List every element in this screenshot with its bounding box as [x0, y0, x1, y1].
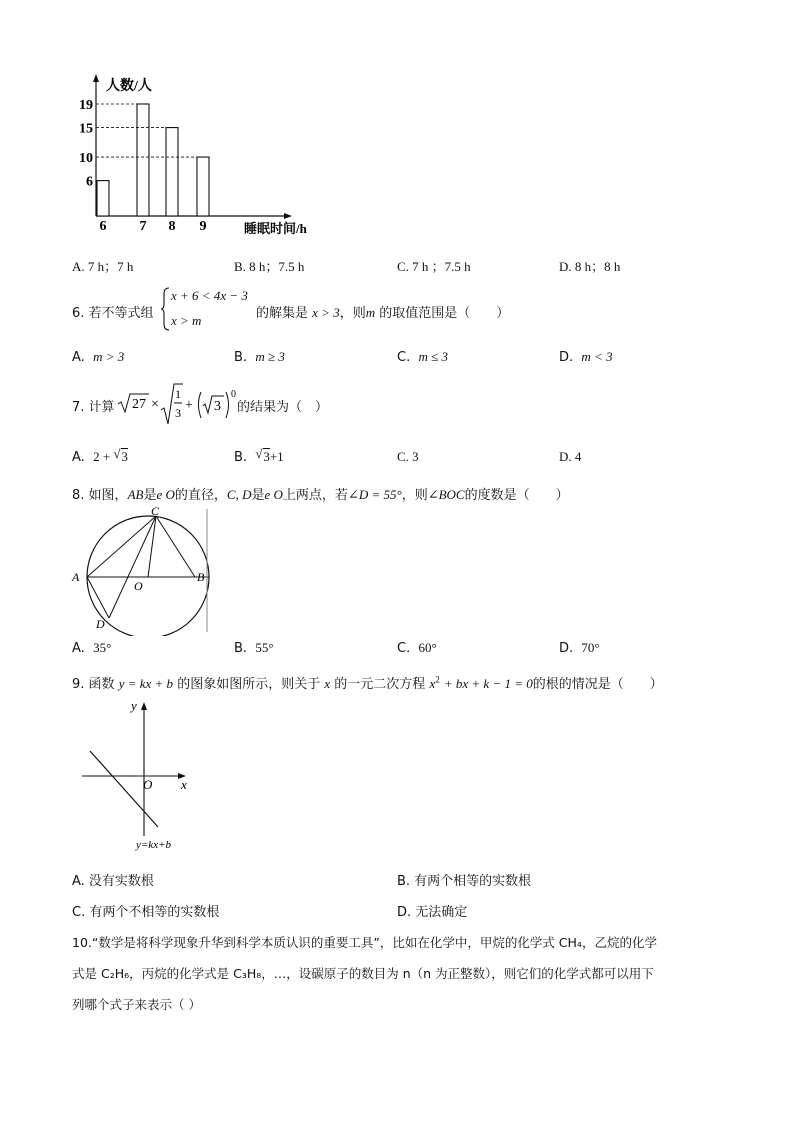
q9-line-graph — [78, 696, 208, 856]
q9-text-2: 的图象如图所示，则关于 — [177, 677, 321, 692]
x-tick-8: 8 — [168, 219, 176, 234]
q7-option-a-value: 2 + — [93, 449, 114, 464]
q7-option-c[interactable]: C. 3 — [397, 449, 419, 464]
q6-text-3: ，则 — [339, 306, 366, 321]
bar-9 — [197, 157, 209, 216]
q7-radicand-27: 27 — [132, 397, 146, 412]
q9-eq-x: x — [429, 676, 436, 691]
q9-var-x: x — [324, 676, 331, 691]
q7-stem-start — [72, 396, 115, 415]
q8-number: 8. — [72, 488, 85, 503]
q8-circle-o-2: e O — [264, 487, 283, 502]
q7-option-a[interactable] — [72, 446, 128, 465]
q9-label-o: O — [143, 777, 153, 792]
q9-number: 9. — [72, 677, 85, 692]
q8-ab: AB — [127, 487, 144, 502]
q6-option-d-value: m < 3 — [581, 349, 613, 364]
q8-text-3: 的直径， — [174, 488, 227, 503]
q8-text-2: 是 — [143, 488, 157, 503]
q9-option-d[interactable]: D. 无法确定 — [397, 905, 468, 920]
q8-text-6: ，则 — [401, 488, 428, 503]
q7-option-a-root: √ 3 — [113, 446, 128, 464]
q6-condition: x > 3 — [312, 305, 340, 320]
q7-number: 7. — [72, 400, 85, 415]
q7-option-a-letter: A. — [72, 450, 85, 465]
q9-option-a[interactable]: A. 没有实数根 — [72, 874, 154, 889]
q8-option-d[interactable] — [559, 640, 600, 656]
q9-option-b[interactable]: B. 有两个相等的实数根 — [397, 874, 532, 889]
q6-option-b[interactable] — [234, 349, 285, 365]
q8-option-c-value: 60° — [418, 640, 437, 655]
q9-function: y = kx + b — [118, 676, 174, 691]
q6-option-a-letter: A. — [72, 350, 85, 365]
x-tick-7: 7 — [139, 219, 147, 234]
q7-text-2: 的结果为（ ） — [237, 400, 329, 415]
q8-option-b-letter: B. — [234, 641, 248, 656]
q8-angle-boc: ∠BOC — [427, 487, 465, 502]
q9-text-4: 的根的情况是（ ） — [532, 677, 663, 692]
q8-option-d-value: 70° — [581, 640, 600, 655]
q7-times: × — [151, 397, 159, 412]
q8-option-a-value: 35° — [93, 640, 112, 655]
y-axis-label: 人数/人 — [106, 79, 152, 94]
q9-caption: y=kx+b — [136, 839, 171, 851]
q8-circle-figure — [68, 506, 218, 636]
y-tick-15: 15 — [79, 121, 93, 137]
q6-stem-rest — [256, 302, 509, 321]
q7-frac-num: 1 — [175, 387, 181, 401]
q8-option-b-value: 55° — [255, 640, 274, 655]
q8-stem — [72, 484, 569, 503]
q10-line-1: 10.“数学是将科学现象升华到科学本质认识的重要工具”，比如在化学中，甲烷的化学式 CH₄，乙烷的化学 — [72, 935, 657, 950]
q8-option-a-letter: A. — [72, 641, 85, 656]
q10-line-3: 列哪个式子来表示（ ） — [72, 997, 201, 1012]
q9-option-c[interactable]: C. 有两个不相等的实数根 — [72, 905, 220, 920]
q6-option-c-letter: C. — [397, 350, 411, 365]
q5-option-d[interactable]: D. 8 h；8 h — [559, 259, 621, 274]
q7-option-b[interactable] — [234, 446, 284, 465]
bar-8 — [166, 128, 178, 216]
q5-option-a[interactable]: A. 7 h；7 h — [72, 259, 134, 274]
q6-number: 6. — [72, 306, 85, 321]
q6-inequality-2: x > m — [171, 313, 202, 328]
q6-option-a[interactable] — [72, 349, 124, 365]
q7-option-a-radicand: 3 — [121, 449, 128, 464]
q6-option-c-value: m ≤ 3 — [418, 349, 449, 364]
q9-text-3: 的一元二次方程 — [334, 677, 426, 692]
y-tick-19: 19 — [79, 98, 93, 113]
q7-text-1: 计算 — [88, 400, 115, 415]
bar-6 — [97, 181, 109, 216]
q6-brace — [160, 286, 170, 332]
q8-cd: C, D — [226, 487, 252, 502]
y-tick-10: 10 — [79, 151, 93, 167]
q7-frac-den: 3 — [175, 406, 181, 420]
q9-eq-rest: + bx + k − 1 = 0 — [443, 676, 533, 691]
q7-option-b-root: √ 3 — [255, 446, 270, 464]
q9-eq-exp: 2 — [435, 674, 440, 685]
q6-text-2: 的解集是 — [256, 306, 309, 321]
q8-option-a[interactable] — [72, 640, 111, 656]
q8-label-d: D — [96, 617, 105, 631]
sleep-time-bar-chart — [70, 70, 310, 240]
q8-option-d-letter: D. — [559, 641, 574, 656]
q8-label-a: A — [72, 570, 80, 584]
q8-text-7: 的度数是（ ） — [464, 488, 569, 503]
q8-label-b: B — [197, 570, 205, 584]
y-axis-arrow — [93, 74, 99, 82]
q7-option-d[interactable]: D. 4 — [559, 449, 582, 464]
q8-label-o: O — [134, 579, 143, 593]
q9-text-1: 函数 — [88, 677, 115, 692]
q7-option-b-letter: B. — [234, 450, 248, 465]
q6-var-m: m — [365, 305, 376, 320]
q6-text-4: 的取值范围是（ ） — [379, 306, 510, 321]
q9-stem — [72, 673, 663, 692]
q10-line-2: 式是 C₂H₆，丙烷的化学式是 C₃H₈，…，设碳原子的数目为 n（n 为正整数），则它们的化学式都可以用下 — [72, 966, 654, 981]
q8-text-4: 是 — [251, 488, 265, 503]
y-tick-6: 6 — [86, 174, 93, 190]
q8-option-c[interactable] — [397, 640, 437, 656]
q7-radicand-3: 3 — [214, 399, 221, 414]
q6-option-b-value: m ≥ 3 — [255, 349, 285, 364]
q6-option-d[interactable] — [559, 349, 613, 365]
q6-option-c[interactable] — [397, 349, 448, 365]
q7-plus: + — [185, 398, 193, 413]
q8-text-1: 如图， — [88, 488, 128, 503]
x-axis-label: 睡眠时间/h — [244, 221, 307, 236]
x-axis-arrow — [284, 213, 292, 219]
q8-label-c: C — [151, 506, 160, 518]
q9-label-x: x — [181, 777, 187, 792]
q5-option-b[interactable]: B. 8 h；7.5 h — [234, 259, 305, 274]
q9-label-y: y — [131, 698, 137, 713]
q7-exponent: 0 — [231, 389, 236, 400]
x-tick-6: 6 — [99, 219, 107, 234]
bar-7 — [137, 104, 149, 216]
q7-option-b-value: +1 — [269, 449, 284, 464]
x-tick-9: 9 — [199, 219, 207, 234]
q8-circle-o: e O — [156, 487, 175, 502]
q8-angle-d: ∠D = 55° — [347, 487, 402, 502]
q6-inequality-1: x + 6 < 4x − 3 — [171, 288, 248, 303]
q6-option-d-letter: D. — [559, 350, 574, 365]
q6-option-b-letter: B. — [234, 350, 248, 365]
q5-option-c[interactable]: C. 7 h ；7.5 h — [397, 259, 471, 274]
q6-text-1: 若不等式组 — [88, 306, 154, 321]
q8-text-5: 上两点，若 — [282, 488, 348, 503]
q8-option-c-letter: C. — [397, 641, 411, 656]
q6-option-a-value: m > 3 — [93, 349, 125, 364]
q7-option-b-radicand: 3 — [263, 449, 270, 464]
q6-stem — [72, 302, 154, 321]
q8-option-b[interactable] — [234, 640, 274, 656]
